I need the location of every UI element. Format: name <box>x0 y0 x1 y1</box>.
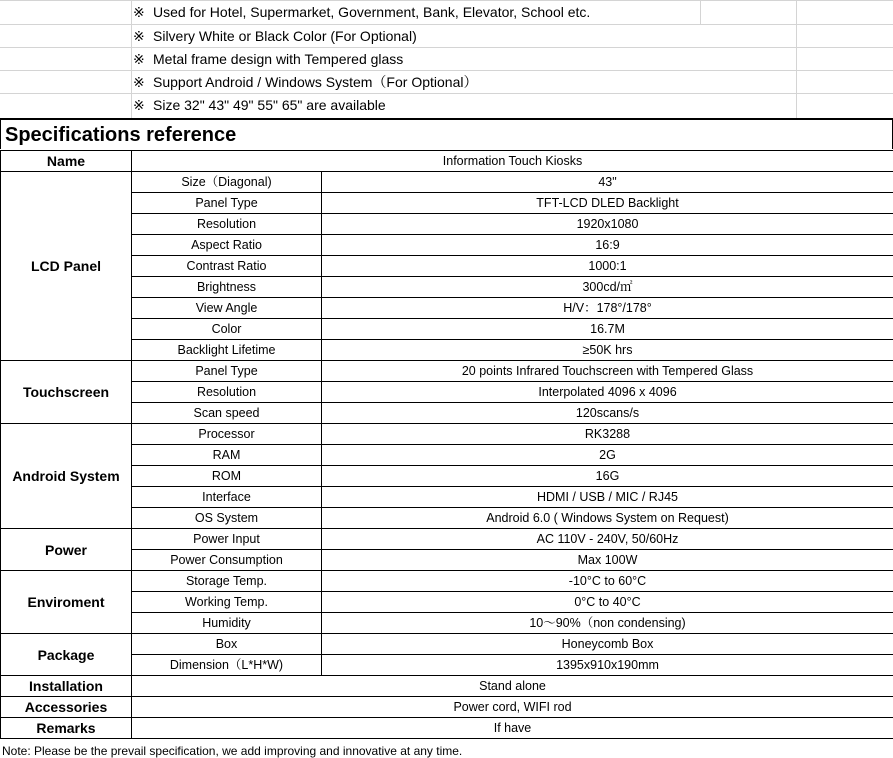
param-value: 16G <box>322 466 893 487</box>
param-value: RK3288 <box>322 424 893 445</box>
param-label: Power Input <box>132 529 322 550</box>
gridline <box>700 0 701 24</box>
table-row <box>1 529 893 550</box>
feature-text: Size 32" 43" 49" 55" 65" are available <box>153 97 386 113</box>
param-value: 1920x1080 <box>322 214 893 235</box>
category-package: Package <box>1 634 132 676</box>
table-row <box>1 571 893 592</box>
param-label: Working Temp. <box>132 592 322 613</box>
category-touchscreen: Touchscreen <box>1 361 132 424</box>
param-label: Resolution <box>132 214 322 235</box>
param-value: 1000:1 <box>322 256 893 277</box>
category-accessories: Accessories <box>1 697 132 718</box>
param-value: H/V：178°/178° <box>322 298 893 319</box>
param-label: Processor <box>132 424 322 445</box>
category-remarks: Remarks <box>1 718 132 739</box>
param-label: Box <box>132 634 322 655</box>
category-environment: Enviroment <box>1 571 132 634</box>
table-row <box>1 550 893 571</box>
feature-bullet <box>133 71 477 93</box>
table-row <box>1 340 893 361</box>
param-label: Backlight Lifetime <box>132 340 322 361</box>
table-row <box>1 676 893 697</box>
param-label: Interface <box>132 487 322 508</box>
table-row <box>1 151 893 172</box>
table-row <box>1 214 893 235</box>
gridline <box>131 0 132 118</box>
param-label: OS System <box>132 508 322 529</box>
param-label: Color <box>132 319 322 340</box>
name-value: Information Touch Kiosks <box>132 151 893 172</box>
feature-text: Support Android / Windows System（For Optional） <box>153 74 477 90</box>
table-row <box>1 382 893 403</box>
table-row <box>1 172 893 193</box>
specifications-table <box>0 150 893 739</box>
param-value: 16:9 <box>322 235 893 256</box>
table-row <box>1 697 893 718</box>
feature-text: Used for Hotel, Supermarket, Government, Bank, Elevator, School etc. <box>153 4 590 20</box>
param-value: 1395x910x190mm <box>322 655 893 676</box>
param-value: 16.7M <box>322 319 893 340</box>
param-label: Storage Temp. <box>132 571 322 592</box>
remarks-value: If have <box>132 718 893 739</box>
param-value: TFT-LCD DLED Backlight <box>322 193 893 214</box>
param-label: RAM <box>132 445 322 466</box>
gridline <box>796 0 797 118</box>
param-value: 2G <box>322 445 893 466</box>
table-row <box>1 487 893 508</box>
accessories-value: Power cord, WIFI rod <box>132 697 893 718</box>
param-value: ≥50K hrs <box>322 340 893 361</box>
param-value: 300cd/㎡ <box>322 277 893 298</box>
table-row <box>1 508 893 529</box>
feature-bullet <box>133 94 386 116</box>
param-value: -10°C to 60°C <box>322 571 893 592</box>
reference-mark-icon: ※ <box>133 48 153 70</box>
param-value: 120scans/s <box>322 403 893 424</box>
reference-mark-icon: ※ <box>133 25 153 47</box>
param-value: Android 6.0 ( Windows System on Request) <box>322 508 893 529</box>
footer-note: Note: Please be the prevail specification, we add improving and innovative at any time. <box>2 745 462 757</box>
reference-mark-icon: ※ <box>133 1 153 23</box>
category-power: Power <box>1 529 132 571</box>
feature-text: Metal frame design with Tempered glass <box>153 51 403 67</box>
param-value: 20 points Infrared Touchscreen with Tempered Glass <box>322 361 893 382</box>
table-row <box>1 445 893 466</box>
param-value: Max 100W <box>322 550 893 571</box>
category-installation: Installation <box>1 676 132 697</box>
table-row <box>1 592 893 613</box>
table-row <box>1 655 893 676</box>
param-label: Contrast Ratio <box>132 256 322 277</box>
param-label: Humidity <box>132 613 322 634</box>
installation-value: Stand alone <box>132 676 893 697</box>
table-row <box>1 718 893 739</box>
param-label: View Angle <box>132 298 322 319</box>
reference-mark-icon: ※ <box>133 71 153 93</box>
category-android-system: Android System <box>1 424 132 529</box>
param-value: 0°C to 40°C <box>322 592 893 613</box>
param-value: 10～90%（non condensing) <box>322 613 893 634</box>
param-label: Scan speed <box>132 403 322 424</box>
name-label: Name <box>1 151 132 172</box>
table-row <box>1 277 893 298</box>
param-label: Size（Diagonal) <box>132 172 322 193</box>
table-row <box>1 256 893 277</box>
param-value: Interpolated 4096 x 4096 <box>322 382 893 403</box>
table-row <box>1 634 893 655</box>
feature-bullet <box>133 48 403 70</box>
param-label: Panel Type <box>132 193 322 214</box>
table-row <box>1 298 893 319</box>
param-value: AC 110V - 240V, 50/60Hz <box>322 529 893 550</box>
category-lcd-panel: LCD Panel <box>1 172 132 361</box>
feature-bullet <box>133 1 590 23</box>
param-label: Power Consumption <box>132 550 322 571</box>
reference-mark-icon: ※ <box>133 94 153 116</box>
param-label: ROM <box>132 466 322 487</box>
param-value: HDMI / USB / MIC / RJ45 <box>322 487 893 508</box>
table-row <box>1 193 893 214</box>
param-value: Honeycomb Box <box>322 634 893 655</box>
param-label: Dimension（L*H*W) <box>132 655 322 676</box>
param-label: Aspect Ratio <box>132 235 322 256</box>
table-row <box>1 424 893 445</box>
table-row <box>1 613 893 634</box>
feature-bullet <box>133 25 417 47</box>
param-label: Panel Type <box>132 361 322 382</box>
feature-text: Silvery White or Black Color (For Optional) <box>153 28 417 44</box>
param-value: 43" <box>322 172 893 193</box>
table-row <box>1 235 893 256</box>
table-row <box>1 466 893 487</box>
param-label: Resolution <box>132 382 322 403</box>
table-row <box>1 319 893 340</box>
table-row <box>1 361 893 382</box>
param-label: Brightness <box>132 277 322 298</box>
table-row <box>1 403 893 424</box>
specifications-title: Specifications reference <box>0 118 893 149</box>
